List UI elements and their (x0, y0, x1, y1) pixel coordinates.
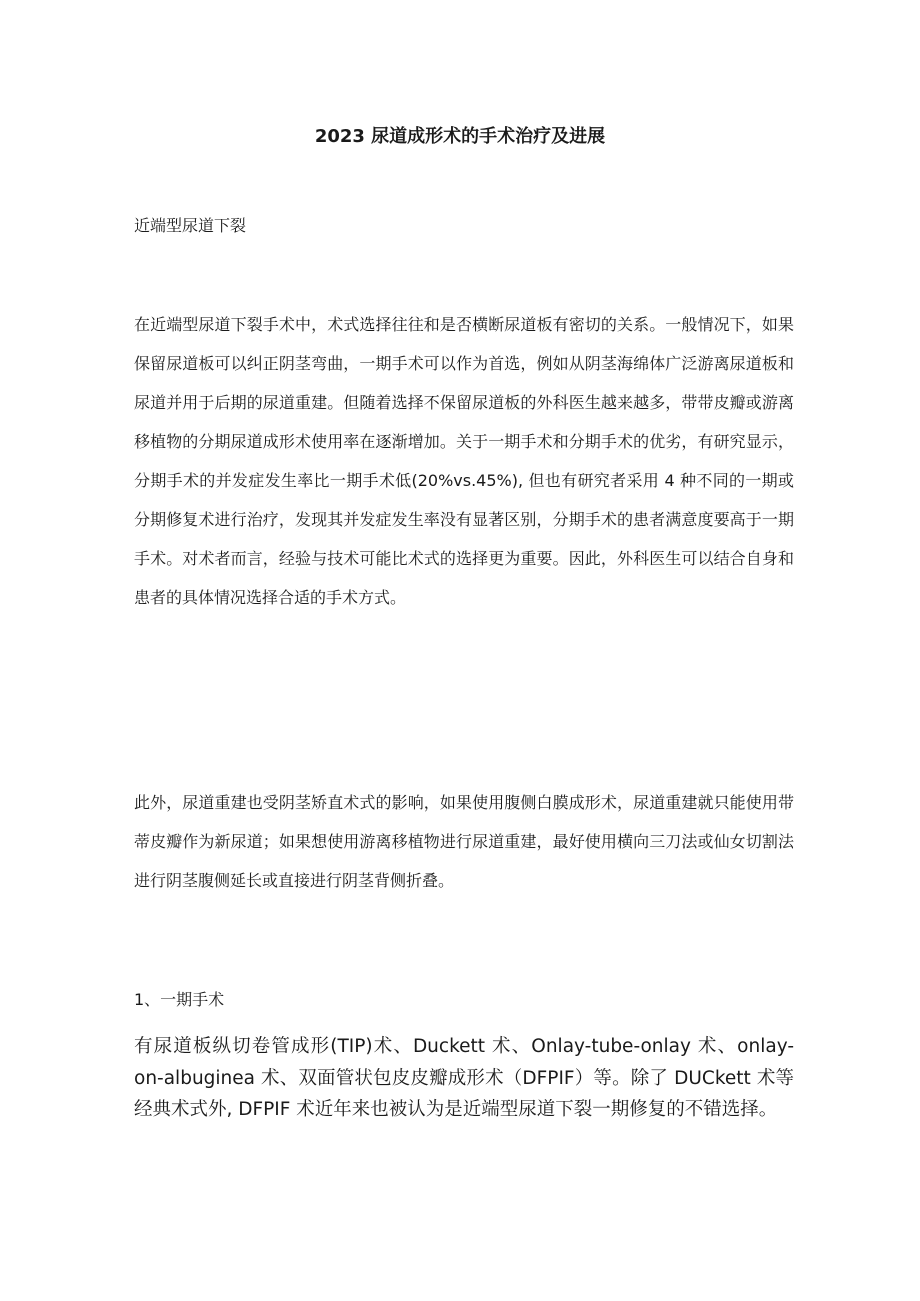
section-heading: 近端型尿道下裂 (134, 216, 247, 235)
paragraph-one-stage-techniques: 有尿道板纵切卷管成形(TIP)术、Duckett 术、Onlay-tube-onlay 术、onlay-on-albuginea 术、双面管状包皮皮瓣成形术（DFPIF）等。除了 DUCkett 术等经典术式外, DFPIF 术近年来也被认为是近端型尿道下裂一期修复的不错选择。 (134, 1036, 794, 1120)
subsection-heading: 1、一期手术 (134, 990, 225, 1009)
paragraph-urethral-reconstruction: 此外，尿道重建也受阴茎矫直术式的影响，如果使用腹侧白膜成形术，尿道重建就只能使用带蒂皮瓣作为新尿道；如果想使用游离移植物进行尿道重建，最好使用横向三刀法或仙女切割法进行阴茎腹侧延长或直接进行阴茎背侧折叠。 (134, 793, 794, 890)
document-title: 2023 尿道成形术的手术治疗及进展 (314, 126, 606, 147)
paragraph-procedure-selection: 在近端型尿道下裂手术中，术式选择往往和是否横断尿道板有密切的关系。一般情况下，如果保留尿道板可以纠正阴茎弯曲，一期手术可以作为首选，例如从阴茎海绵体广泛游离尿道板和尿道并用于后期的尿道重建。但随着选择不保留尿道板的外科医生越来越多，带带皮瓣或游离移植物的分期尿道成形术使用率在逐渐增加。关于一期手术和分期手术的优劣，有研究显示，分期手术的并发症发生率比一期手术低(20%vs.45%), 但也有研究者采用 4 种不同的一期或分期修复术进行治疗，发现其并发症发生率没有显著区别，分期手术的患者满意度要高于一期手术。对术者而言，经验与技术可能比术式的选择更为重要。因此，外科医生可以结合自身和患者的具体情况选择合适的手术方式。 (134, 315, 794, 607)
